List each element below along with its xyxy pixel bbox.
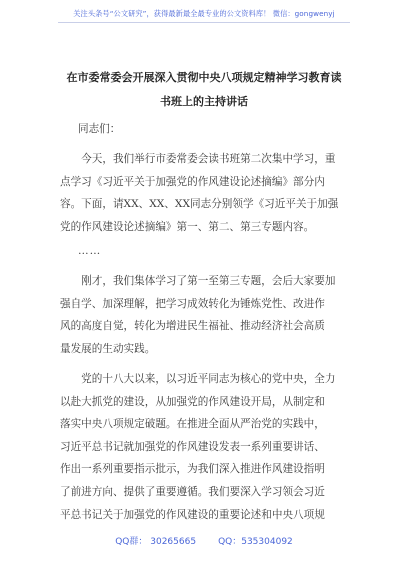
header-divider xyxy=(58,22,350,23)
salutation: 同志们： xyxy=(78,123,121,135)
paragraph-line: 点学习《习近平关于加强党的作风建设论述摘编》部分内 xyxy=(60,175,325,188)
header-banner: 关注头条号“公文研究”，获得最新最全最专业的公文资料库！ 微信：gongwenyj xyxy=(73,9,335,18)
footer-qq-group: QQ群： 30265665 xyxy=(115,537,197,547)
paragraph-line: 刚才，我们集体学习了第一至第三专题，会后大家要加 xyxy=(60,275,336,287)
document-title xyxy=(60,66,348,114)
paragraph-line: 党的十八大以来，以习近平同志为核心的党中央，全力 xyxy=(60,373,336,385)
paragraph-line: 今天，我们举行市委常委会读书班第二次集中学习，重 xyxy=(60,153,336,165)
paragraph-line: 以赴大抓党的建设，从加强党的作风建设开局，从制定和 xyxy=(60,395,325,408)
paragraph-1 xyxy=(60,148,350,238)
title-line: 书班上的主持讲话 xyxy=(160,95,248,108)
title-line: 在市委常委会开展深入贯彻中央八项规定精神学习教育读 xyxy=(66,71,342,84)
paragraph-line: 习近平总书记就加强党的作风建设发表一系列重要讲话、 xyxy=(60,440,325,453)
paragraph-line: 党的作风建设论述摘编》第一、第二、第三专题内容。 xyxy=(60,220,315,233)
paragraph-2 xyxy=(60,270,350,360)
paragraph-line: 作出一系列重要指示批示，为我们深入推进作风建设指明 xyxy=(60,463,325,476)
paragraph-line: 量发展的生动实践。 xyxy=(60,342,156,355)
paragraph-line: 容。下面，请XX、XX、XX同志分别领学《习近平关于加强 xyxy=(60,198,339,211)
paragraph-line: 风的高度自觉，转化为增进民生福祉、推动经济社会高质 xyxy=(60,320,325,333)
paragraph-3 xyxy=(60,368,350,526)
footer-contact xyxy=(0,534,408,547)
footer-qq: QQ：535304092 xyxy=(218,537,293,547)
paragraph-line: 落实中央八项规定破题。在推进全面从严治党的实践中， xyxy=(60,418,325,431)
paragraph-line: 了前进方向、提供了重要遵循。我们要深入学习领会习近 xyxy=(60,485,325,498)
paragraph-line: 平总书记关于加强党的作风建设的重要论述和中央八项规 xyxy=(60,508,325,521)
ellipsis: …… xyxy=(78,245,102,257)
paragraph-line: 强自学、加深理解，把学习成效转化为锤炼党性、改进作 xyxy=(60,297,325,310)
